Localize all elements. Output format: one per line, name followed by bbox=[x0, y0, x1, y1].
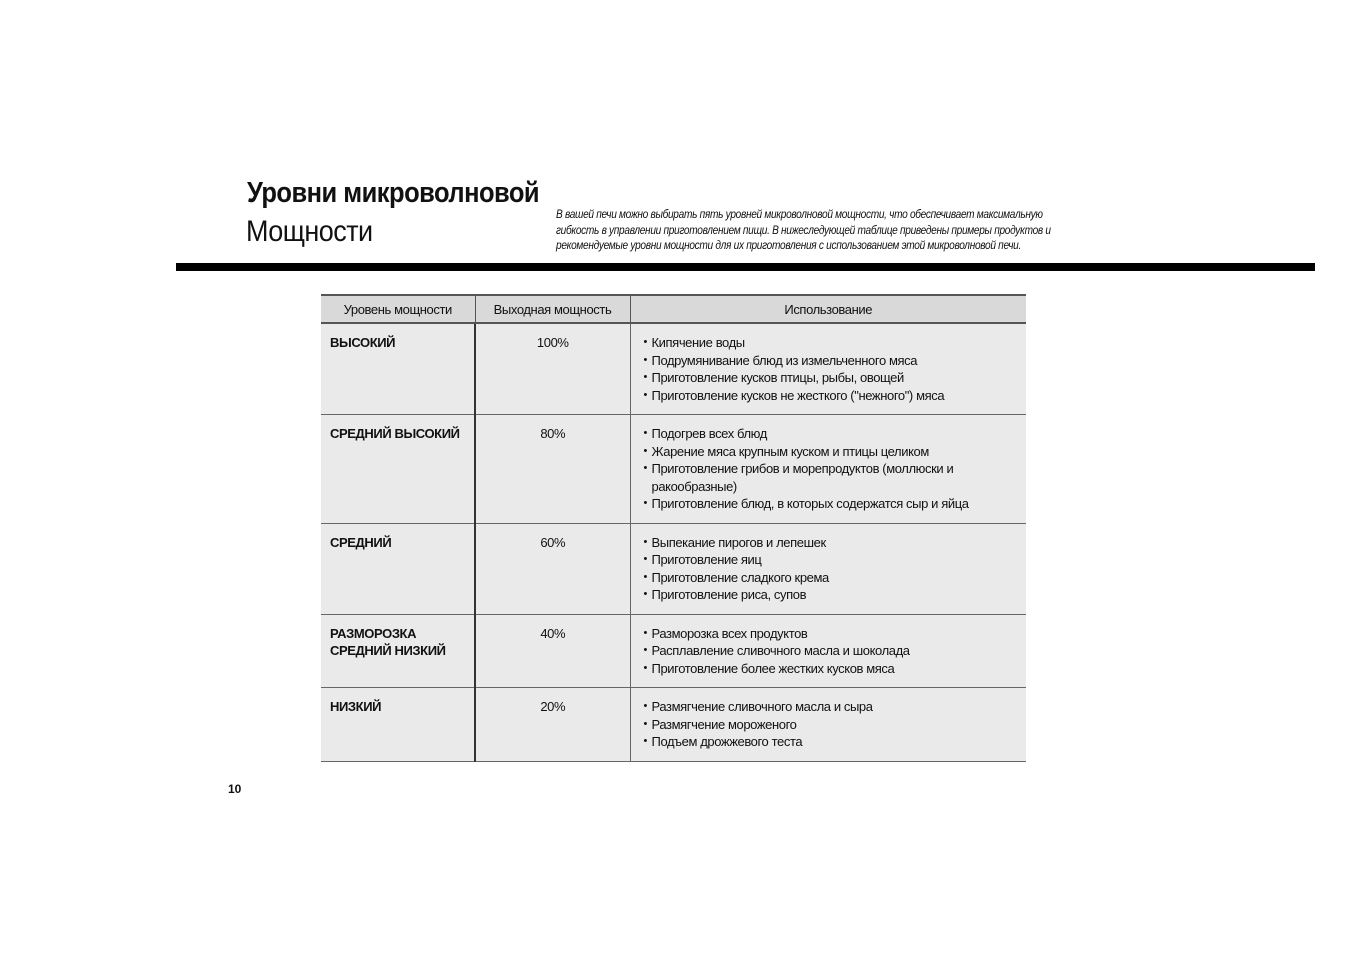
table-header bbox=[321, 295, 1026, 323]
intro-paragraph: В вашей печи можно выбирать пять уровней микроволновой мощности, что обеспечивает максимальную гибкость в управлении приготовлением пищи. В нижеследующей таблице приведены примеры продуктов и рекомендуемые уровни мощности для их приготовления с использованием этой микроволновой печи. bbox=[556, 209, 1051, 252]
output-power-cell: 20% bbox=[475, 688, 630, 762]
usage-item: • Подъем дрожжевого теста bbox=[644, 733, 997, 751]
usage-item: • Размягчение мороженого bbox=[644, 716, 997, 734]
usage-item: • Жарение мяса крупным куском и птицы целиком bbox=[644, 443, 997, 461]
output-power-cell: 100% bbox=[475, 323, 630, 415]
table-row bbox=[321, 614, 1026, 688]
power-level-cell: СРЕДНИЙ ВЫСОКИЙ bbox=[321, 415, 475, 524]
usage-item: • Приготовление более жестких кусков мяса bbox=[644, 660, 997, 678]
usage-cell bbox=[630, 523, 1026, 614]
usage-item: • Приготовление блюд, в которых содержатся сыр и яйца bbox=[644, 495, 997, 513]
usage-item: • Приготовление яиц bbox=[644, 551, 997, 569]
usage-list bbox=[644, 425, 997, 513]
output-power-cell: 60% bbox=[475, 523, 630, 614]
usage-item: • Подогрев всех блюд bbox=[644, 425, 997, 443]
column-header-output: Выходная мощность bbox=[475, 295, 630, 323]
table-body bbox=[321, 323, 1026, 761]
usage-item: • Кипячение воды bbox=[644, 334, 997, 352]
power-levels-table bbox=[321, 294, 1026, 762]
page-subtitle: Мощности bbox=[246, 215, 373, 248]
usage-list bbox=[644, 698, 997, 751]
usage-cell bbox=[630, 614, 1026, 688]
power-level-cell: НИЗКИЙ bbox=[321, 688, 475, 762]
usage-cell bbox=[630, 323, 1026, 415]
power-level-cell: ВЫСОКИЙ bbox=[321, 323, 475, 415]
power-level-cell: СРЕДНИЙ bbox=[321, 523, 475, 614]
table-row bbox=[321, 415, 1026, 524]
usage-item: • Приготовление кусков птицы, рыбы, овощей bbox=[644, 369, 997, 387]
column-header-level: Уровень мощности bbox=[321, 295, 475, 323]
table-row bbox=[321, 688, 1026, 762]
usage-item: • Приготовление кусков не жесткого ("нежного") мяса bbox=[644, 387, 997, 405]
usage-item: • Разморозка всех продуктов bbox=[644, 625, 997, 643]
usage-list bbox=[644, 334, 997, 404]
usage-item: • Приготовление сладкого крема bbox=[644, 569, 997, 587]
table-header-row bbox=[321, 295, 1026, 323]
usage-item: • Приготовление грибов и морепродуктов (моллюски и ракообразные) bbox=[644, 460, 997, 495]
power-level-cell: РАЗМОРОЗКА СРЕДНИЙ НИЗКИЙ bbox=[321, 614, 475, 688]
usage-item: • Выпекание пирогов и лепешек bbox=[644, 534, 997, 552]
usage-list bbox=[644, 625, 997, 678]
page-number: 10 bbox=[228, 782, 242, 796]
table-row bbox=[321, 323, 1026, 415]
usage-item: • Подрумянивание блюд из измельченного мяса bbox=[644, 352, 997, 370]
usage-cell bbox=[630, 688, 1026, 762]
header-divider bbox=[176, 263, 1315, 271]
usage-item: • Расплавление сливочного масла и шоколада bbox=[644, 642, 997, 660]
usage-list bbox=[644, 534, 997, 604]
column-header-usage: Использование bbox=[630, 295, 1026, 323]
usage-cell bbox=[630, 415, 1026, 524]
output-power-cell: 80% bbox=[475, 415, 630, 524]
page-title: Уровни микроволновой bbox=[247, 177, 540, 209]
usage-item: • Размягчение сливочного масла и сыра bbox=[644, 698, 997, 716]
table-row bbox=[321, 523, 1026, 614]
output-power-cell: 40% bbox=[475, 614, 630, 688]
usage-item: • Приготовление риса, супов bbox=[644, 586, 997, 604]
